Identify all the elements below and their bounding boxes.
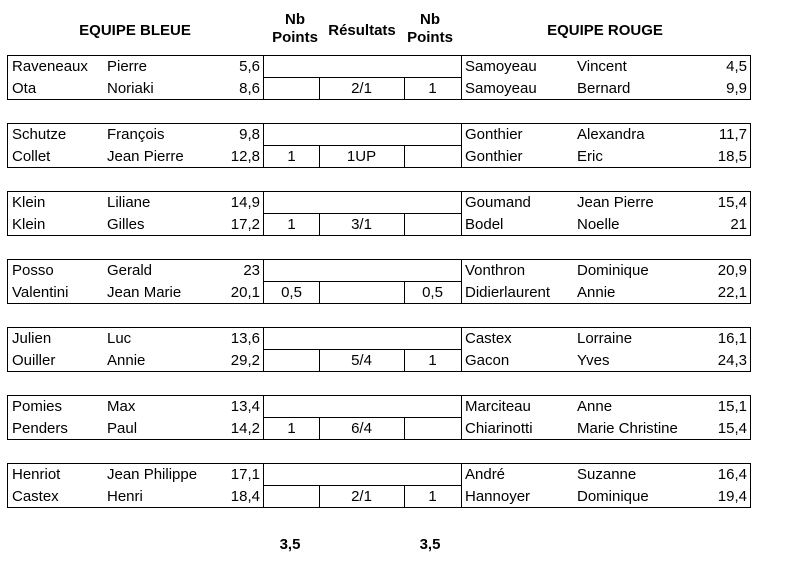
red-player-last-name: Chiarinotti	[465, 420, 533, 437]
total-points-red: 3,5	[419, 536, 441, 553]
red-player-first-name: Marie Christine	[577, 420, 678, 437]
points-blue	[264, 78, 319, 100]
results-header: Résultats	[328, 22, 396, 39]
red-player-last-name: Samoyeau	[465, 80, 537, 97]
red-player-handicap: 15,4	[717, 420, 747, 437]
red-player-handicap: 16,1	[717, 330, 747, 347]
points-red: 1	[428, 352, 437, 369]
blue-player-first-name: François	[107, 126, 165, 143]
middle-top-line	[264, 395, 461, 396]
blue-player-handicap: 18,4	[230, 488, 260, 505]
blue-player-handicap: 23	[243, 262, 260, 279]
blue-player-handicap: 14,2	[230, 420, 260, 437]
blue-player-first-name: Max	[107, 398, 136, 415]
red-player-first-name: Alexandra	[577, 126, 645, 143]
blue-player-last-name: Castex	[12, 488, 59, 505]
blue-player-last-name: Schutze	[12, 126, 67, 143]
blue-player-first-name: Jean Philippe	[107, 466, 198, 483]
total-points-blue: 3,5	[279, 536, 301, 553]
middle-top-line	[264, 123, 461, 124]
blue-player-first-name: Jean Pierre	[107, 148, 184, 165]
points-red	[404, 214, 461, 236]
red-player-first-name: Jean Pierre	[577, 194, 654, 211]
blue-player-last-name: Klein	[12, 216, 46, 233]
points-right-header-text: Nb Points	[407, 11, 453, 46]
points-red: 1	[428, 80, 437, 97]
middle-top-line	[264, 327, 461, 328]
red-player-first-name: Annie	[577, 284, 616, 301]
red-player-last-name: Hannoyer	[465, 488, 531, 505]
blue-player-first-name: Luc	[107, 330, 132, 347]
blue-player-handicap: 17,1	[230, 466, 260, 483]
blue-player-first-name: Pierre	[107, 58, 148, 75]
blue-player-handicap: 12,8	[230, 148, 260, 165]
red-player-last-name: Castex	[465, 330, 512, 347]
red-player-handicap: 19,4	[717, 488, 747, 505]
red-player-last-name: Vonthron	[465, 262, 526, 279]
red-player-first-name: Bernard	[577, 80, 631, 97]
red-player-handicap: 22,1	[717, 284, 747, 301]
red-player-first-name: Eric	[577, 148, 603, 165]
middle-top-line	[264, 55, 461, 56]
match-result: 6/4	[351, 420, 372, 437]
blue-player-handicap: 13,4	[230, 398, 260, 415]
blue-player-last-name: Collet	[12, 148, 51, 165]
points-left-header	[265, 11, 325, 47]
points-blue: 0,5	[281, 284, 302, 301]
red-player-last-name: Gonthier	[465, 126, 523, 143]
blue-player-first-name: Gilles	[107, 216, 145, 233]
red-player-handicap: 16,4	[717, 466, 747, 483]
red-player-first-name: Anne	[577, 398, 613, 415]
blue-player-handicap: 9,8	[239, 126, 260, 143]
red-player-handicap: 24,3	[717, 352, 747, 369]
red-player-first-name: Dominique	[577, 488, 649, 505]
red-player-first-name: Noelle	[577, 216, 620, 233]
match-result: 2/1	[351, 80, 372, 97]
points-red	[404, 418, 461, 440]
red-player-last-name: Gonthier	[465, 148, 523, 165]
blue-player-first-name: Henri	[107, 488, 143, 505]
blue-player-first-name: Annie	[107, 352, 146, 369]
match-result	[319, 282, 404, 304]
blue-player-first-name: Gerald	[107, 262, 153, 279]
blue-player-first-name: Paul	[107, 420, 138, 437]
points-blue	[264, 350, 319, 372]
red-player-handicap: 20,9	[717, 262, 747, 279]
blue-player-handicap: 14,9	[230, 194, 260, 211]
points-blue	[264, 486, 319, 508]
match-result: 3/1	[351, 216, 372, 233]
red-player-first-name: Yves	[577, 352, 610, 369]
blue-player-first-name: Liliane	[107, 194, 151, 211]
points-blue: 1	[287, 420, 296, 437]
red-player-first-name: Vincent	[577, 58, 627, 75]
middle-top-line	[264, 463, 461, 464]
blue-player-last-name: Raveneaux	[12, 58, 88, 75]
blue-player-last-name: Valentini	[12, 284, 69, 301]
red-player-handicap: 4,5	[726, 58, 747, 75]
blue-player-handicap: 13,6	[230, 330, 260, 347]
red-player-last-name: Marciteau	[465, 398, 531, 415]
red-player-last-name: André	[465, 466, 506, 483]
blue-player-last-name: Julien	[12, 330, 52, 347]
points-red: 1	[428, 488, 437, 505]
points-blue: 1	[287, 148, 296, 165]
match-result: 2/1	[351, 488, 372, 505]
red-player-handicap: 15,4	[717, 194, 747, 211]
blue-player-last-name: Ouiller	[12, 352, 56, 369]
middle-top-line	[264, 259, 461, 260]
points-left-header-text: Nb Points	[272, 11, 318, 46]
red-player-first-name: Suzanne	[577, 466, 637, 483]
red-player-last-name: Bodel	[465, 216, 504, 233]
blue-player-handicap: 17,2	[230, 216, 260, 233]
red-player-last-name: Samoyeau	[465, 58, 537, 75]
blue-player-handicap: 5,6	[239, 58, 260, 75]
blue-player-last-name: Penders	[12, 420, 68, 437]
red-player-first-name: Lorraine	[577, 330, 633, 347]
blue-player-handicap: 20,1	[230, 284, 260, 301]
blue-player-last-name: Pomies	[12, 398, 63, 415]
blue-player-handicap: 8,6	[239, 80, 260, 97]
blue-player-last-name: Henriot	[12, 466, 61, 483]
points-red: 0,5	[422, 284, 443, 301]
red-player-handicap: 9,9	[726, 80, 747, 97]
red-player-handicap: 11,7	[718, 126, 747, 143]
red-player-last-name: Gacon	[465, 352, 510, 369]
middle-top-line	[264, 191, 461, 192]
red-player-handicap: 21	[730, 216, 747, 233]
blue-player-first-name: Jean Marie	[107, 284, 182, 301]
red-player-handicap: 15,1	[717, 398, 747, 415]
blue-team-title: EQUIPE BLEUE	[79, 22, 191, 39]
red-player-last-name: Goumand	[465, 194, 531, 211]
blue-player-last-name: Ota	[12, 80, 37, 97]
blue-player-last-name: Posso	[12, 262, 54, 279]
blue-player-handicap: 29,2	[230, 352, 260, 369]
red-player-last-name: Didierlaurent	[465, 284, 551, 301]
match-result: 5/4	[351, 352, 372, 369]
red-player-first-name: Dominique	[577, 262, 649, 279]
red-team-title: EQUIPE ROUGE	[547, 22, 663, 39]
points-blue: 1	[287, 216, 296, 233]
blue-player-last-name: Klein	[12, 194, 46, 211]
points-red	[404, 146, 461, 168]
red-player-handicap: 18,5	[717, 148, 747, 165]
match-result: 1UP	[346, 148, 377, 165]
blue-player-first-name: Noriaki	[107, 80, 154, 97]
points-right-header	[400, 11, 460, 47]
